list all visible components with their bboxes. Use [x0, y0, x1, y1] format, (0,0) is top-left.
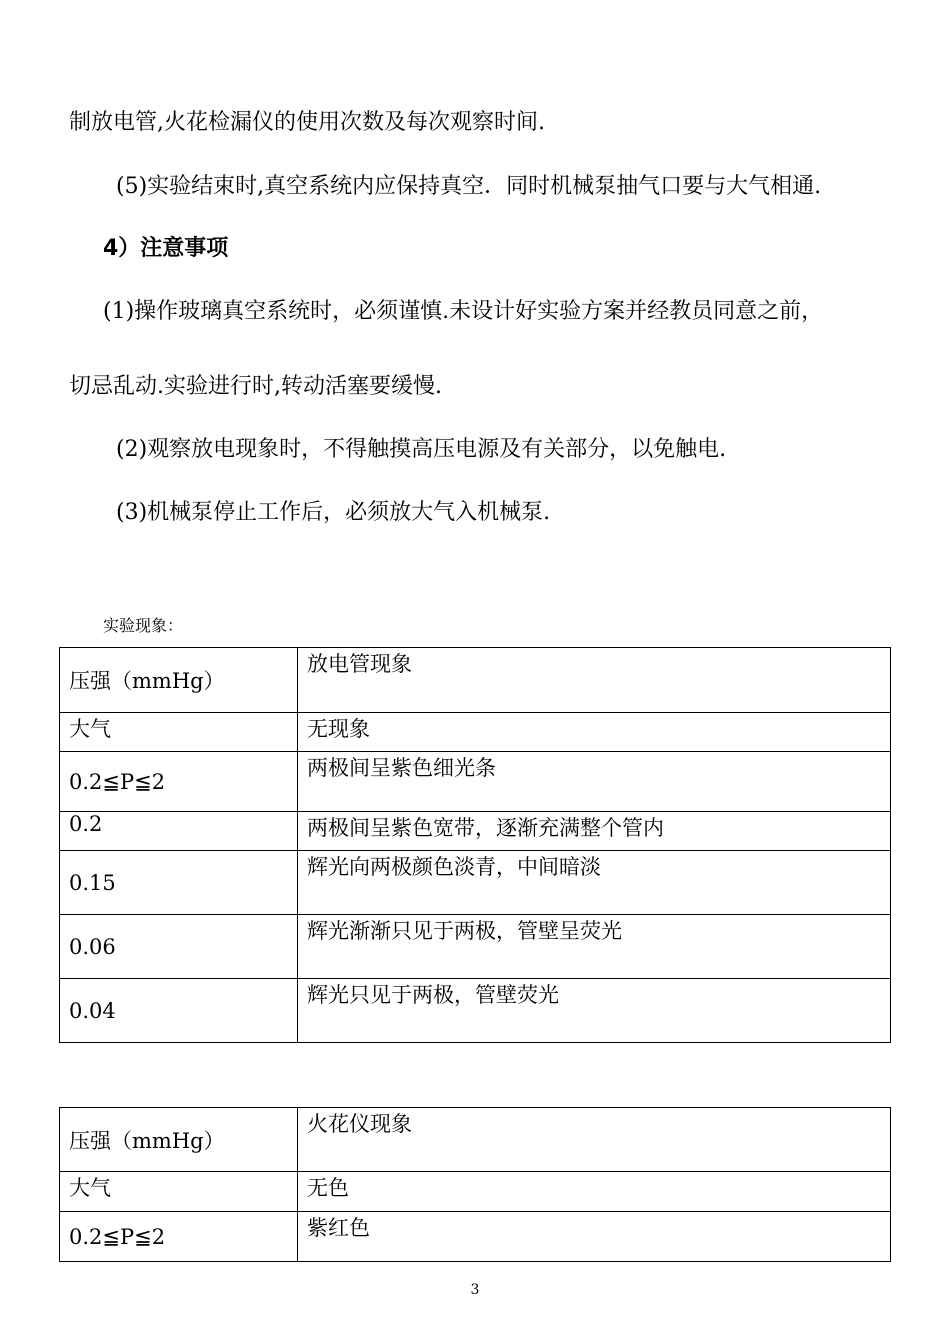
table-row [60, 812, 891, 851]
paragraph-6: (3)机械泵停止工作后，必须放大气入机械泵. [116, 500, 551, 525]
pressure-cell: 0.2≦P≦2 [60, 1212, 298, 1262]
table-row [60, 915, 891, 979]
table-header-row [60, 1108, 891, 1172]
table-row [60, 1212, 891, 1262]
pressure-cell: 0.15 [60, 851, 298, 915]
paragraph-5: (2)观察放电现象时，不得触摸高压电源及有关部分，以免触电. [116, 437, 727, 462]
header-cell: 放电管现象 [298, 648, 891, 713]
table-row [60, 752, 891, 812]
phenomenon-cell: 无现象 [298, 713, 891, 752]
phenomenon-cell: 无色 [298, 1172, 891, 1212]
paragraph-3: (1)操作玻璃真空系统时，必须谨慎.未设计好实验方案并经教员同意之前， [103, 299, 824, 324]
phenomenon-cell: 辉光渐渐只见于两极，管壁呈荧光 [298, 915, 891, 979]
table-row [60, 713, 891, 752]
phenomenon-cell: 辉光只见于两极，管壁荧光 [298, 979, 891, 1043]
table-caption: 实验现象： [103, 616, 184, 635]
pressure-cell: 0.2≦P≦2 [60, 752, 298, 812]
pressure-cell: 大气 [60, 713, 298, 752]
table-row [60, 851, 891, 915]
table-row [60, 1172, 891, 1212]
phenomenon-cell: 辉光向两极颜色淡青，中间暗淡 [298, 851, 891, 915]
table-row [60, 979, 891, 1043]
pressure-cell: 大气 [60, 1172, 298, 1212]
discharge-tube-table [59, 647, 891, 1043]
phenomenon-cell: 两极间呈紫色细光条 [298, 752, 891, 812]
table-header-row [60, 648, 891, 713]
pressure-cell: 0.06 [60, 915, 298, 979]
paragraph-1: 制放电管,火花检漏仪的使用次数及每次观察时间. [69, 110, 545, 135]
spark-tester-table [59, 1107, 891, 1262]
section-heading: 4）注意事项 [103, 236, 229, 261]
phenomenon-cell: 紫红色 [298, 1212, 891, 1262]
header-cell: 压强（mmHg） [60, 1108, 298, 1172]
header-cell: 火花仪现象 [298, 1108, 891, 1172]
paragraph-4: 切忌乱动.实验进行时,转动活塞要缓慢. [69, 374, 442, 399]
page-number: 3 [470, 1282, 480, 1298]
pressure-cell: 0.2 [60, 812, 298, 851]
pressure-cell: 0.04 [60, 979, 298, 1043]
paragraph-2: (5)实验结束时,真空系统内应保持真空．同时机械泵抽气口要与大气相通. [116, 174, 822, 199]
phenomenon-cell: 两极间呈紫色宽带，逐渐充满整个管内 [298, 812, 891, 851]
header-cell: 压强（mmHg） [60, 648, 298, 713]
